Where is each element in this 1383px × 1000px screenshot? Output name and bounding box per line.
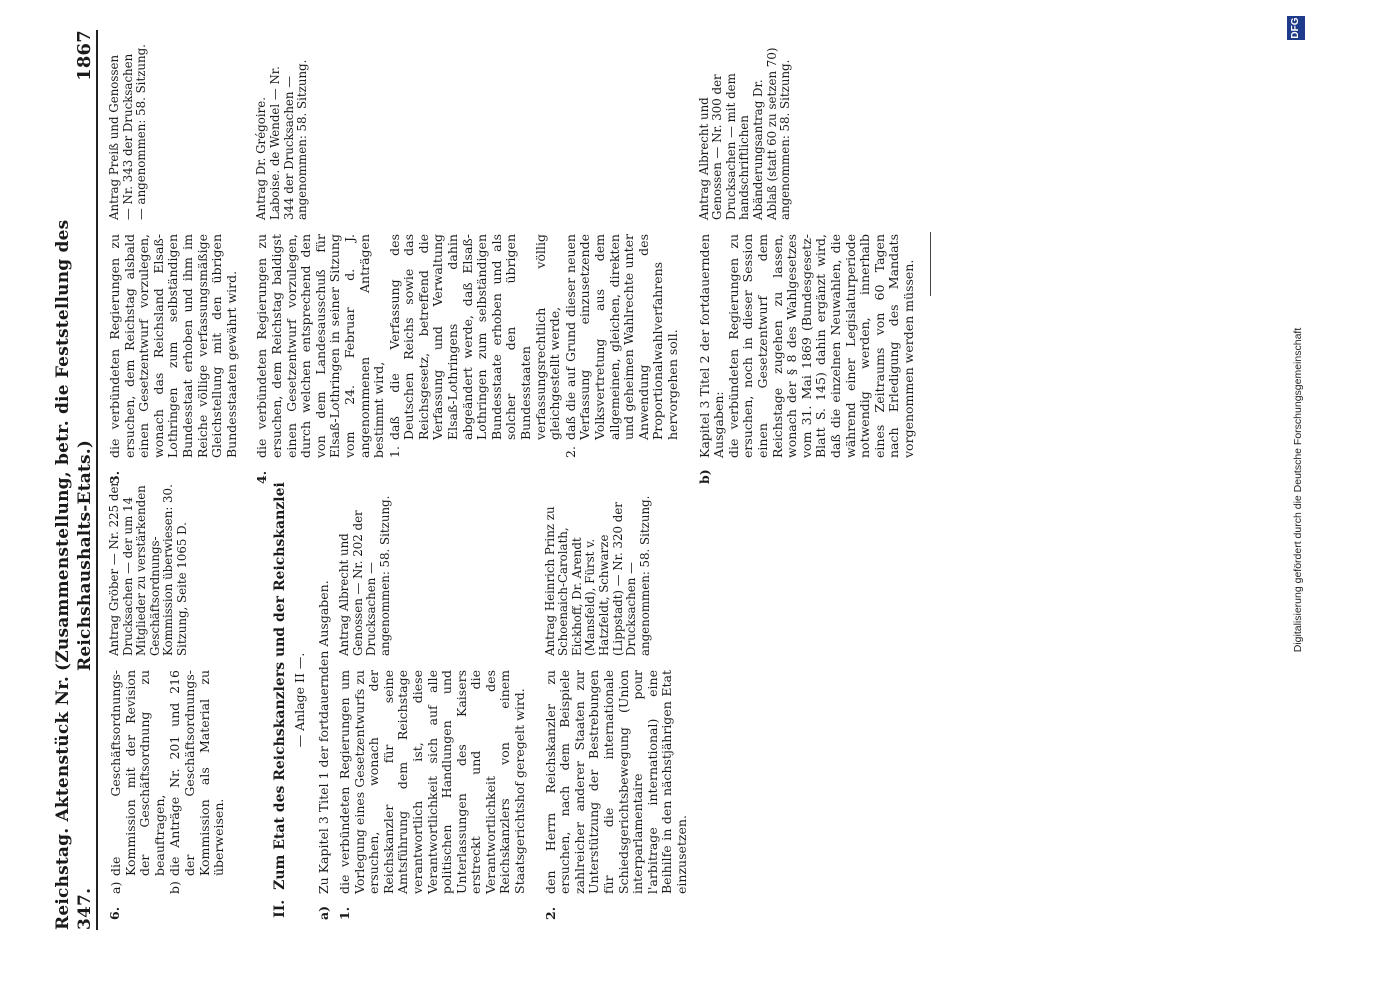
motion-note: Antrag Dr. Grégoire. Laboise. de Wendel — Nr. 344 der Drucksachen — angenommen: 58. Sitzung.	[254, 59, 310, 220]
a-heading: a) Zu Kapitel 3 Titel 1 der fortdauernden Ausgaben.	[317, 480, 332, 920]
item-b	[698, 44, 917, 484]
motion-note: Antrag Albrecht und Genossen — Nr. 300 der Drucksachen — mit dem handschriftlichen Abänderungsantrag Dr. Ablaß (statt 60 zu setzen 70) angenommen: 58. Sitzung.	[696, 47, 793, 220]
item-number: 6.	[107, 906, 122, 920]
section-title: Zum Etat des Reichskanzlers und der Reichskanzlei	[271, 482, 288, 890]
section-roman: II.	[271, 899, 288, 918]
item-4	[255, 44, 681, 484]
header-subtitle: (Zusammenstellung, betr. die Feststellung des Reichshaushalts-Etats.)	[53, 219, 95, 671]
a-heading-text: Zu Kapitel 3 Titel 1 der fortdauernden Ausgaben.	[316, 580, 332, 894]
item-1	[338, 480, 528, 920]
motion-text: die verbündeten Regierungen zu ersuchen, dem Reichstag baldigst einen Gesetzentwurf vorzulegen, durch welchen entsprechend den von dem Landesausschuß für Elsaß-Lothringen in seiner Sitzung vom 24. Februar d. J. angenommenen Anträgen bestimmt wird, 1. daß die Verfassung des Deutschen Reichs sowie das Reichsgesetz, betreffend die Verfassung und Verwaltung Elsaß-Lothringens dahin abgeändert werde, daß Elsaß-Lothringen zum selbständigen Bundesstaate erhoben und als solcher den übrigen Bundesstaaten verfassungsrechtlich völlig gleichgestellt werde, 2. daß die auf Grund dieser neuen Verfassung einzusetzende Volksvertretung aus dem allgemeinen, gleichen, direkten und geheimen Wahlrechte unter Anwendung des Proportionalwahlverfahrens hervorgehen soll.	[254, 234, 680, 458]
dfg-logo: DFG	[1287, 16, 1305, 40]
motion-note: Antrag Heinrich Prinz zu Schoenaich-Carolath, Eickhoff, Dr. Arendt (Mansfeld), Fürst v. Hatzfeldt, Schwarze (Lippstadt) — Nr. 320 der Drucksachen — angenommen: 58. Sitzung.	[542, 495, 652, 656]
item-number: 1.	[336, 906, 352, 920]
motion-text: Kapitel 3 Titel 2 der fortdauernden Ausgaben: die verbündeten Regierungen zu ersuchen, noch in dieser Session einen Gesetzentwurf dem Reichstage zugehen zu lassen, wonach der § 8 des Wahlgesetzes vom 31. Mai 1869 (Bundesgesetz-Blatt S. 145) dahin ergänzt wird, daß die einzelnen Neuwahlen, die während einer Legislaturperiode notwendig werden, innerhalb eines Zeitraums von 60 Tagen nach Erledigung des Mandats vorgenommen werden müssen.	[696, 234, 916, 458]
motion-text: die verbündeten Regierungen um Vorlegung eines Gesetzentwurfs zu ersuchen, wonach der Reichskanzler für seine Amtsführung dem Reichstage verantwortlich ist, diese Verantwortlichkeit sich auf alle politischen Handlungen und Unterlassungen des Kaisers erstreckt und die Verantwortlichkeit des Reichskanzlers von einem Staatsgerichtshof geregelt wird.	[336, 670, 528, 894]
right-column	[108, 44, 931, 484]
b-intro: Kapitel 3 Titel 2 der fortdauernden Ausgaben:	[696, 234, 727, 458]
digitization-credit: Digitalisierung gefördert durch die Deutsche Forschungsgemeinschaft	[1292, 327, 1304, 653]
motion-a: die Geschäftsordnungs-Kommission mit der Revision der Geschäftsordnung zu beauftragen,	[108, 670, 167, 876]
item-3	[108, 44, 239, 484]
motion-sub-2: daß die auf Grund dieser neuen Verfassung einzusetzende Volksvertretung aus dem allgemeinen, gleichen, direkten und geheimen Wahlrechte unter Anwendung des Proportionalwahlverfahrens hervorgehen soll.	[562, 234, 680, 440]
left-column	[108, 480, 696, 920]
section-heading	[272, 480, 289, 920]
item-number: 3.	[107, 470, 122, 484]
motion-b: die Anträge Nr. 201 und 216 der Geschäftsordnungs-Kommission als Material zu überweisen.	[167, 670, 227, 876]
motion-text: die verbündeten Regierungen zu ersuchen, dem Reichstag alsbald einen Gesetzentwurf vorzulegen, wonach das Reichsland Elsaß-Lothringen zum selbständigen Bundesstaat erhoben und ihm im Reiche völlige verfassungsmäßige Gleichstellung mit den übrigen Bundesstaaten gewährt wird.	[107, 234, 239, 458]
item-2	[544, 480, 690, 920]
motion-note: Antrag Albrecht und Genossen — Nr. 202 der Drucksachen — angenommen: 58. Sitzung.	[336, 495, 392, 656]
anlage-label: — Anlage II —.	[291, 652, 307, 748]
motion-note: Antrag Gröber — Nr. 225 der Drucksachen — der um 14 Mitglieder zu verstärkenden Geschäftsordnungs-Kommission überwiesen: 30. Sitzung, Seite 1065 D.	[107, 480, 189, 656]
header-title: Reichstag. Aktenstück Nr. 347.	[53, 676, 95, 930]
motion-text: a) die Geschäftsordnungs-Kommission mit der Revision der Geschäftsordnung zu beauftragen, b) die Anträge Nr. 201 und 216 der Geschäftsordnungs-Kommission als Material zu überweisen.	[108, 670, 227, 894]
item-number: 2.	[542, 906, 558, 920]
item-6	[108, 480, 228, 920]
end-rule	[930, 232, 931, 296]
item-number: b)	[696, 469, 712, 484]
motion-sub-1: daß die Verfassung des Deutschen Reichs sowie das Reichsgesetz, betreffend die Verfassung und Verwaltung Elsaß-Lothringens dahin abgeändert werde, daß Elsaß-Lothringen zum selbständigen Bundesstaate erhoben und als solcher den übrigen Bundesstaaten verfassungsrechtlich völlig gleichgestellt werde,	[386, 234, 563, 440]
motion-text: den Herrn Reichskanzler zu ersuchen, nach dem Beispiele zahlreicher anderer Staaten zur Unterstützung der Bestrebungen für die internationale Schiedsgerichtsbewegung (Union interparlamentaire pour l'arbitrage international) eine Beihilfe in den nächstjährigen Etat einzusetzen.	[542, 670, 689, 894]
page-header	[53, 30, 98, 930]
page-number: 1867	[74, 30, 95, 81]
item-number: 4.	[254, 470, 270, 484]
motion-note: Antrag Preiß und Genossen — Nr. 343 der Drucksachen — angenommen: 58. Sitzung.	[107, 44, 149, 220]
